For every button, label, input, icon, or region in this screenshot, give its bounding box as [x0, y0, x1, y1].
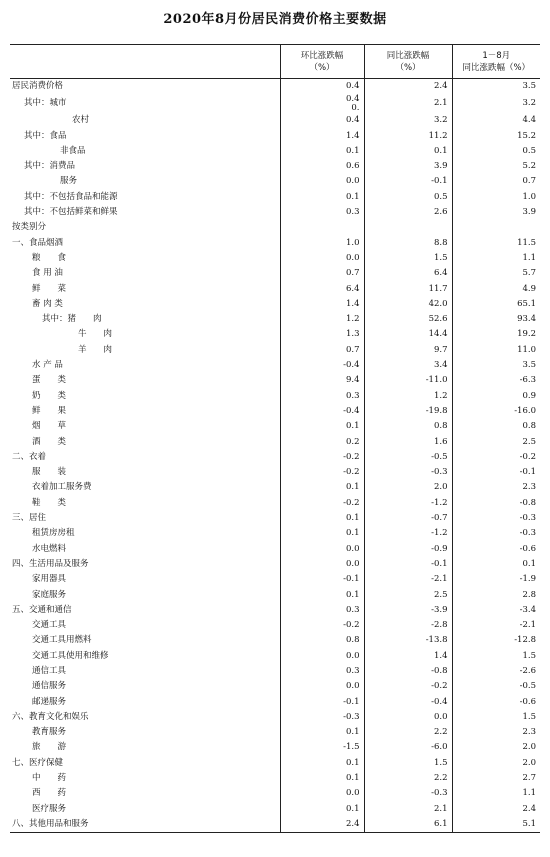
row-yoy-value: -3.9	[364, 603, 452, 618]
row-yoy-value: 2.5	[364, 588, 452, 603]
row-mom-value: -0.4	[280, 404, 364, 419]
header-yoy-line1: 同比涨跌幅	[386, 50, 430, 61]
row-ytd-value: -0.6	[452, 542, 540, 557]
row-mom-value: 0.4	[280, 113, 364, 128]
row-label: 七、医疗保健	[12, 757, 64, 768]
row-label: 服务	[60, 176, 78, 187]
header-label-col	[10, 45, 280, 79]
table-row	[10, 771, 540, 786]
row-mom-value: -1.5	[280, 740, 364, 755]
row-mom-value: 0.1	[280, 526, 364, 541]
row-label: 交通工具用燃料	[32, 635, 92, 646]
table-row	[10, 236, 540, 251]
header-mom-line2: （%）	[309, 62, 335, 73]
row-label: 中 药	[32, 773, 67, 784]
row-ytd-value: 2.4	[452, 802, 540, 817]
row-yoy-value: -2.8	[364, 618, 452, 633]
row-ytd-value: 0.9	[452, 389, 540, 404]
row-ytd-value: -3.4	[452, 603, 540, 618]
row-ytd-value: -0.5	[452, 679, 540, 694]
row-label: 旅 游	[32, 742, 67, 753]
row-yoy-value: 11.7	[364, 282, 452, 297]
row-label: 六、教育文化和娱乐	[12, 711, 89, 722]
table-row	[10, 419, 540, 434]
row-label: 医疗服务	[32, 803, 67, 814]
header-mom	[280, 45, 364, 79]
table-row	[10, 786, 540, 801]
table-row	[10, 266, 540, 281]
row-ytd-value: 2.7	[452, 771, 540, 786]
row-mom-value: 9.4	[280, 373, 364, 388]
row-ytd-value: -2.1	[452, 618, 540, 633]
row-yoy-value: 1.6	[364, 435, 452, 450]
row-yoy-value: 2.2	[364, 725, 452, 740]
row-yoy-value: -0.2	[364, 679, 452, 694]
row-mom-value: 0.1	[280, 144, 364, 159]
row-mom-value: 0.3	[280, 389, 364, 404]
row-yoy-value: -0.1	[364, 557, 452, 572]
row-label: 通信服务	[32, 681, 67, 692]
row-yoy-value: 6.1	[364, 817, 452, 833]
table-row	[10, 649, 540, 664]
row-mom-value: 6.4	[280, 282, 364, 297]
row-mom-value: 2.4	[280, 817, 364, 833]
row-label: 畜 肉 类	[32, 298, 63, 309]
row-mom-value: 0.0	[280, 251, 364, 266]
table-row	[10, 389, 540, 404]
table-row	[10, 710, 540, 725]
row-ytd-value: 5.2	[452, 159, 540, 174]
row-yoy-value: 2.1	[364, 94, 452, 113]
table-row	[10, 802, 540, 817]
row-label: 蛋 类	[32, 375, 67, 386]
table-row	[10, 450, 540, 465]
row-ytd-value: -0.8	[452, 496, 540, 511]
row-label: 教育服务	[32, 727, 67, 738]
table-row	[10, 542, 540, 557]
table-row	[10, 144, 540, 159]
row-yoy-value: -0.4	[364, 695, 452, 710]
table-row	[10, 588, 540, 603]
table-row	[10, 756, 540, 771]
row-mom-value: 0.2	[280, 435, 364, 450]
row-label: 其中：城市	[24, 98, 67, 109]
table-row	[10, 190, 540, 205]
row-yoy-value: 3.2	[364, 113, 452, 128]
row-mom-value: 0.0	[280, 649, 364, 664]
row-ytd-value: 0.8	[452, 419, 540, 434]
row-mom-value: 0.7	[280, 343, 364, 358]
row-mom-value: 0.3	[280, 664, 364, 679]
row-ytd-value: -0.3	[452, 511, 540, 526]
row-label: 水电燃料	[32, 543, 67, 554]
row-label: 鲜 菜	[32, 283, 67, 294]
table-row	[10, 297, 540, 312]
row-mom-value: -0.2	[280, 465, 364, 480]
row-label: 按类别分	[12, 222, 47, 233]
row-yoy-value: 42.0	[364, 297, 452, 312]
table-row	[10, 174, 540, 189]
table-row	[10, 817, 540, 833]
row-yoy-value: -1.2	[364, 496, 452, 511]
row-label: 八、其他用品和服务	[10, 817, 280, 833]
row-ytd-value: -2.6	[452, 664, 540, 679]
row-ytd-value: 1.5	[452, 710, 540, 725]
table-row	[10, 496, 540, 511]
row-ytd-value: 2.0	[452, 756, 540, 771]
table-row	[10, 113, 540, 128]
row-ytd-value: 2.3	[452, 480, 540, 495]
row-yoy-value: -0.8	[364, 664, 452, 679]
row-ytd-value: 0.1	[452, 557, 540, 572]
table-row	[10, 480, 540, 495]
row-mom-value: 0.1	[280, 756, 364, 771]
row-mom-value: 0.3	[280, 205, 364, 220]
row-mom-value: 0.0	[280, 679, 364, 694]
row-label: 租赁房房租	[32, 528, 75, 539]
row-label: 居民消费价格	[12, 81, 64, 91]
row-ytd-value: 4.9	[452, 282, 540, 297]
table-row	[10, 94, 540, 113]
row-ytd-value: 0.7	[452, 174, 540, 189]
row-mom-value: 1.2	[280, 312, 364, 327]
row-yoy-value: -0.3	[364, 786, 452, 801]
table-row	[10, 603, 540, 618]
row-yoy-value: 1.2	[364, 389, 452, 404]
row-yoy-value: -2.1	[364, 572, 452, 587]
row-label: 其中：食品	[24, 130, 67, 141]
row-yoy-value: 6.4	[364, 266, 452, 281]
row-label: 其中：不包括鲜菜和鲜果	[24, 207, 118, 218]
table-row	[10, 679, 540, 694]
row-label: 西 药	[32, 788, 67, 799]
row-ytd-value: -0.1	[452, 465, 540, 480]
row-label: 酒 类	[32, 436, 67, 447]
row-mom-value: 0.0	[280, 786, 364, 801]
row-ytd-value: -6.3	[452, 373, 540, 388]
table-row	[10, 511, 540, 526]
row-yoy-value: -0.9	[364, 542, 452, 557]
row-yoy-value: 0.1	[364, 144, 452, 159]
cpi-table	[10, 44, 540, 833]
row-mom-value: 0.6	[280, 159, 364, 174]
row-mom-value: 0.1	[280, 511, 364, 526]
row-label: 其中：消费品	[24, 161, 76, 172]
table-row	[10, 664, 540, 679]
table-row	[10, 129, 540, 144]
row-yoy-value: 2.0	[364, 480, 452, 495]
table-row	[10, 695, 540, 710]
row-ytd-value: 3.5	[452, 358, 540, 373]
row-mom-value: 0.1	[280, 190, 364, 205]
table-row	[10, 633, 540, 648]
row-label: 衣着加工服务费	[32, 482, 92, 493]
row-label: 家用器具	[32, 574, 67, 585]
row-label: 非食品	[60, 145, 86, 156]
row-yoy-value: -0.5	[364, 450, 452, 465]
table-row	[10, 725, 540, 740]
row-mom-value: 0.1	[280, 771, 364, 786]
row-mom-value	[280, 220, 364, 235]
row-yoy-value: 8.8	[364, 236, 452, 251]
row-mom-value: -0.1	[280, 572, 364, 587]
row-mom-value: -0.2	[280, 450, 364, 465]
row-mom-value: -0.2	[280, 618, 364, 633]
row-ytd-value: 2.5	[452, 435, 540, 450]
row-yoy-value: 3.4	[364, 358, 452, 373]
row-label: 粮 食	[32, 252, 67, 263]
row-mom-value: 1.4	[280, 129, 364, 144]
row-mom-value: 0.0	[280, 557, 364, 572]
row-yoy-value: 11.2	[364, 129, 452, 144]
row-ytd-value: 11.5	[452, 236, 540, 251]
row-ytd-value: 3.2	[452, 94, 540, 113]
row-label: 其中：不包括食品和能源	[24, 191, 118, 202]
row-label: 食 用 油	[32, 268, 63, 279]
row-mom-value: -0.1	[280, 695, 364, 710]
header-yoy	[364, 45, 452, 79]
row-mom-value: 0.1	[280, 725, 364, 740]
row-yoy-value: 9.7	[364, 343, 452, 358]
row-yoy-value: 52.6	[364, 312, 452, 327]
row-ytd-value: 2.3	[452, 725, 540, 740]
table-row	[10, 572, 540, 587]
header-ytd	[452, 45, 540, 79]
row-label: 四、生活用品及服务	[12, 558, 89, 569]
row-ytd-value: 15.2	[452, 129, 540, 144]
row-label: 牛 肉	[78, 329, 113, 340]
row-yoy-value	[364, 220, 452, 235]
row-yoy-value: 0.0	[364, 710, 452, 725]
row-yoy-value: -11.0	[364, 373, 452, 388]
row-ytd-value: 4.4	[452, 113, 540, 128]
row-label: 羊 肉	[78, 344, 113, 355]
row-ytd-value: 93.4	[452, 312, 540, 327]
row-ytd-value: 11.0	[452, 343, 540, 358]
row-yoy-value: -13.8	[364, 633, 452, 648]
page-title: 2020年8月份居民消费价格主要数据	[163, 12, 387, 27]
table-row	[10, 343, 540, 358]
row-mom-value: 1.3	[280, 327, 364, 342]
table-row	[10, 358, 540, 373]
row-mom-value: -0.2	[280, 496, 364, 511]
row-ytd-value: -16.0	[452, 404, 540, 419]
row-label: 一、食品烟酒	[12, 237, 64, 248]
row-yoy-value: 14.4	[364, 327, 452, 342]
row-yoy-value: 1.4	[364, 649, 452, 664]
row-yoy-value: -0.3	[364, 465, 452, 480]
table-row	[10, 557, 540, 572]
row-mom-value: 0.3	[280, 603, 364, 618]
table-row	[10, 79, 540, 95]
row-mom-value: 0.4	[280, 79, 364, 95]
row-ytd-value: 3.9	[452, 205, 540, 220]
table-row	[10, 327, 540, 342]
row-yoy-value: 0.5	[364, 190, 452, 205]
header-yoy-line2: （%）	[395, 62, 421, 73]
table-row	[10, 526, 540, 541]
row-yoy-value: -1.2	[364, 526, 452, 541]
row-mom-value: 1.0	[280, 236, 364, 251]
row-label: 邮递服务	[32, 696, 67, 707]
row-mom-value: 0.1	[280, 588, 364, 603]
row-yoy-value: -0.1	[364, 174, 452, 189]
row-ytd-value: -0.3	[452, 526, 540, 541]
row-yoy-value: 2.4	[364, 79, 452, 95]
row-label: 农村	[72, 115, 90, 126]
row-ytd-value: 19.2	[452, 327, 540, 342]
table-row	[10, 373, 540, 388]
row-ytd-value: 1.1	[452, 786, 540, 801]
table-row	[10, 251, 540, 266]
row-ytd-value: 5.1	[452, 817, 540, 833]
row-ytd-value: 0.5	[452, 144, 540, 159]
row-label: 家庭服务	[32, 589, 67, 600]
row-yoy-value: 0.8	[364, 419, 452, 434]
row-label: 其中：猪 肉	[42, 314, 102, 325]
row-yoy-value: 2.6	[364, 205, 452, 220]
row-label: 水 产 品	[32, 360, 63, 371]
row-ytd-value: -1.9	[452, 572, 540, 587]
table-row	[10, 740, 540, 755]
row-label: 服 装	[32, 467, 67, 478]
row-ytd-value: -0.2	[452, 450, 540, 465]
table-row	[10, 435, 540, 450]
row-ytd-value: 5.7	[452, 266, 540, 281]
row-mom-value: -0.3	[280, 710, 364, 725]
row-label: 三、居住	[12, 513, 47, 524]
row-yoy-value: 2.1	[364, 802, 452, 817]
row-label: 奶 类	[32, 390, 67, 401]
row-label: 二、衣着	[12, 451, 47, 462]
table-row	[10, 205, 540, 220]
row-ytd-value: -12.8	[452, 633, 540, 648]
row-mom-value: 0.8	[280, 633, 364, 648]
row-yoy-value: 1.5	[364, 251, 452, 266]
header-mom-line1: 环比涨跌幅	[300, 50, 344, 61]
row-mom-value: 0.4 0.	[280, 94, 364, 113]
row-yoy-value: 3.9	[364, 159, 452, 174]
row-ytd-value: 1.1	[452, 251, 540, 266]
row-mom-value: 0.1	[280, 480, 364, 495]
row-label: 交通工具使用和维修	[32, 650, 109, 661]
row-ytd-value: 1.5	[452, 649, 540, 664]
row-ytd-value: 3.5	[452, 79, 540, 95]
row-label: 交通工具	[32, 620, 67, 631]
row-yoy-value: 2.2	[364, 771, 452, 786]
row-label: 烟 草	[32, 421, 67, 432]
table-body	[10, 79, 540, 833]
table-row	[10, 159, 540, 174]
header-ytd-line2: 同比涨跌幅（%）	[462, 62, 531, 73]
row-ytd-value	[452, 220, 540, 235]
row-yoy-value: 1.5	[364, 756, 452, 771]
row-mom-value: 1.4	[280, 297, 364, 312]
table-row	[10, 618, 540, 633]
table-row	[10, 220, 540, 235]
row-ytd-value: -0.6	[452, 695, 540, 710]
row-mom-value: 0.0	[280, 542, 364, 557]
row-ytd-value: 2.8	[452, 588, 540, 603]
row-mom-value: 0.1	[280, 419, 364, 434]
row-label: 鲜 果	[32, 405, 67, 416]
row-label: 通信工具	[32, 665, 67, 676]
table-row	[10, 404, 540, 419]
row-mom-value: 0.7	[280, 266, 364, 281]
table-row	[10, 282, 540, 297]
row-mom-value: 0.0	[280, 174, 364, 189]
row-ytd-value: 65.1	[452, 297, 540, 312]
table-header	[10, 45, 540, 79]
row-label: 五、交通和通信	[12, 604, 72, 615]
header-ytd-line1: 1－8月	[482, 50, 511, 61]
table-row	[10, 465, 540, 480]
row-mom-value: 0.1	[280, 802, 364, 817]
row-yoy-value: -6.0	[364, 740, 452, 755]
table-row	[10, 312, 540, 327]
row-yoy-value: -0.7	[364, 511, 452, 526]
row-label: 鞋 类	[32, 497, 67, 508]
row-ytd-value: 1.0	[452, 190, 540, 205]
row-ytd-value: 2.0	[452, 740, 540, 755]
row-yoy-value: -19.8	[364, 404, 452, 419]
row-mom-value: -0.4	[280, 358, 364, 373]
